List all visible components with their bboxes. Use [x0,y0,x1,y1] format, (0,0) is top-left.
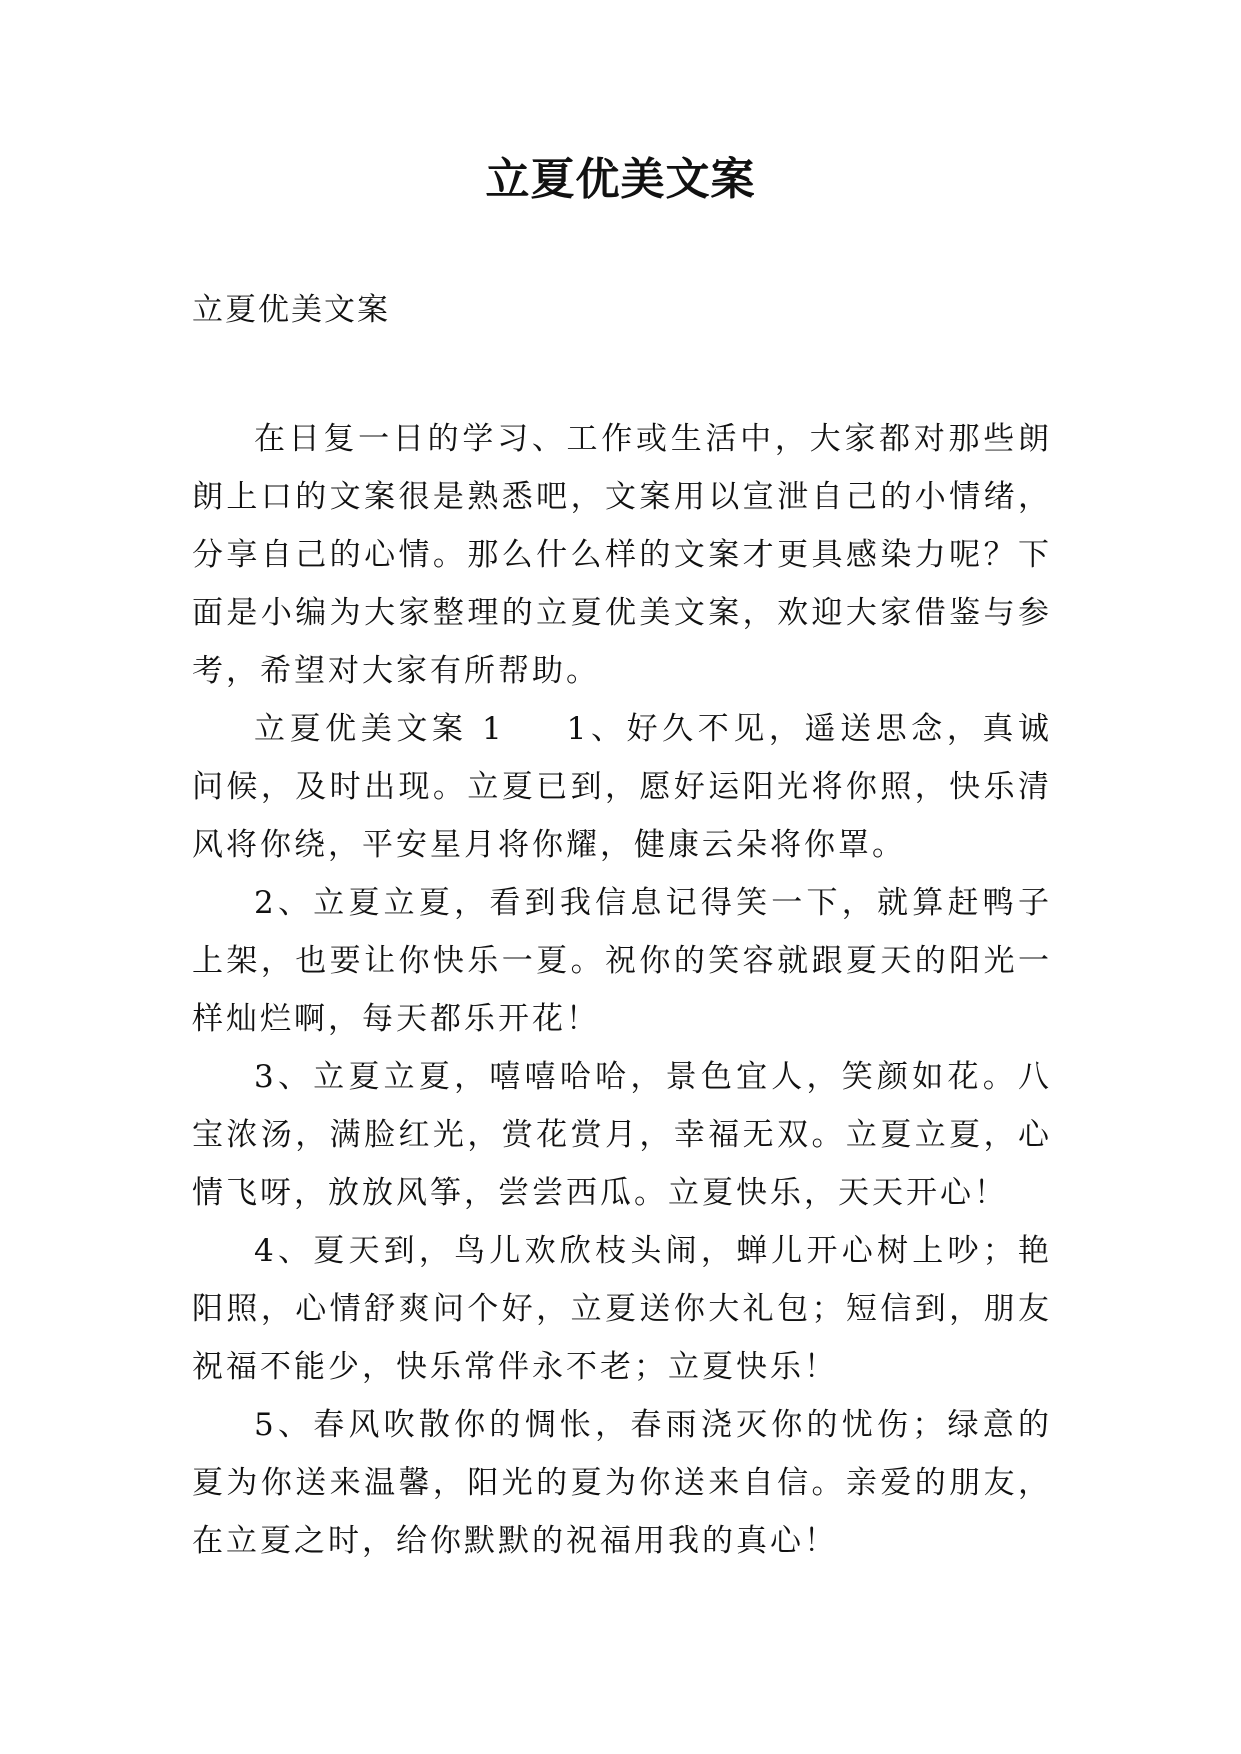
document-body [192,410,1052,1570]
document-subtitle: 立夏优美文案 [192,292,390,328]
paragraph-item-3: 3、立夏立夏，嘻嘻哈哈，景色宜人，笑颜如花。八宝浓汤，满脸红光，赏花赏月，幸福无双。立夏立夏，心情飞呀，放放风筝，尝尝西瓜。立夏快乐，天天开心！ [192,1059,1052,1211]
intro-paragraph: 在日复一日的学习、工作或生活中，大家都对那些朗朗上口的文案很是熟悉吧，文案用以宣泄自己的小情绪，分享自己的心情。那么什么样的文案才更具感染力呢？下面是小编为大家整理的立夏优美文案，欢迎大家借鉴与参考，希望对大家有所帮助。 [192,421,1052,689]
paragraph-item-5: 5、春风吹散你的惆怅，春雨浇灭你的忧伤；绿意的夏为你送来温馨，阳光的夏为你送来自信。亲爱的朋友，在立夏之时，给你默默的祝福用我的真心！ [192,1407,1052,1559]
paragraph-item-4: 4、夏天到，鸟儿欢欣枝头闹，蝉儿开心树上吵；艳阳照，心情舒爽问个好，立夏送你大礼包；短信到，朋友祝福不能少，快乐常伴永不老；立夏快乐！ [192,1233,1052,1385]
section-heading: 立夏优美文案 1 [254,711,505,747]
document-title: 立夏优美文案 [485,154,756,205]
paragraph-item-2: 2、立夏立夏，看到我信息记得笑一下，就算赶鸭子上架，也要让你快乐一夏。祝你的笑容就跟夏天的阳光一样灿烂啊，每天都乐开花！ [192,885,1052,1037]
paragraph-item-1 [192,700,1052,874]
item-1-text: 1、好久不见，遥送思念，真诚问候，及时出现。立夏已到，愿好运阳光将你照，快乐清风将你绕，平安星月将你耀，健康云朵将你罩。 [192,711,1052,863]
